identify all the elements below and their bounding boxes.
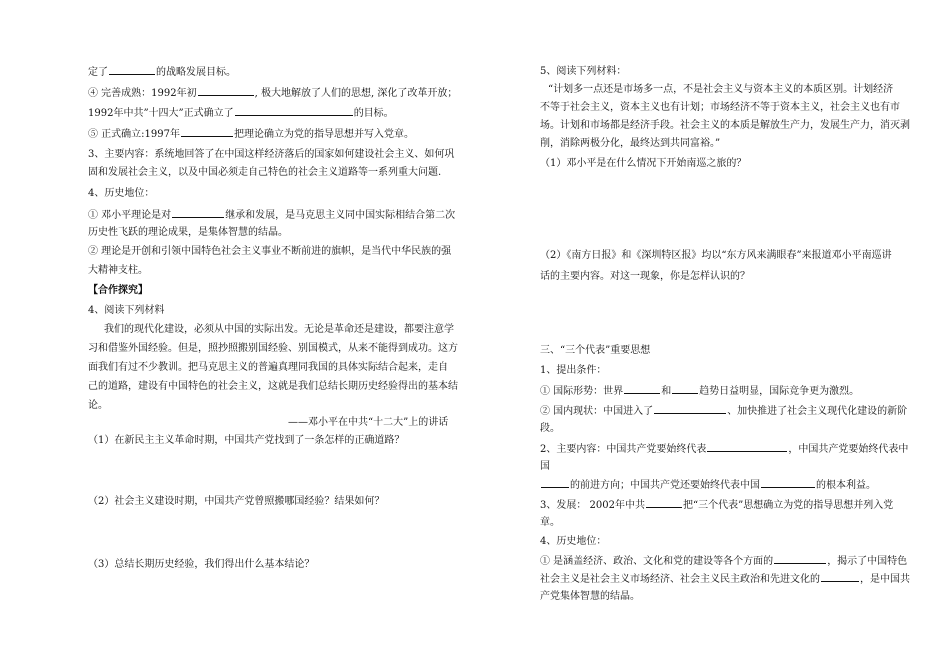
right-question-2: （2）《南方日报》和《深圳特区报》均以“东方风来满眼春”来报道邓小平南巡讲 bbox=[540, 250, 892, 261]
quote-line2: 不等于社会主义，资本主义也有计划；市场经济不等于资本主义，社会主义也有市 bbox=[540, 102, 900, 113]
main-content-line3: 的前进方向；中国共产党还要始终代表中国 的根本利益。 bbox=[540, 478, 876, 492]
section-three-represents: 三、“三个代表”重要思想 bbox=[540, 345, 651, 356]
fill-blank[interactable] bbox=[646, 498, 682, 508]
status-item-1: ① 邓小平理论是对 继承和发展，是马克思主义同中国实际相结合第二次 bbox=[88, 210, 456, 221]
quote-line3: 场。计划和市场都是经济手段。社会主义的本质是解放生产力，发展生产力，消灭剥 bbox=[540, 120, 910, 131]
line-strategic-goal: 定了 的战略发展目标。 bbox=[88, 67, 236, 78]
reading-heading: 4、阅读下列材料 bbox=[88, 305, 165, 316]
fill-blank[interactable] bbox=[109, 65, 155, 75]
question-3: （3）总结长期历史经验，我们得出什么基本结论？ bbox=[88, 559, 315, 570]
material-source: ——邓小平在中共“十二大”上的讲话 bbox=[288, 417, 449, 428]
material-para-line5: 论。 bbox=[88, 400, 108, 411]
status-item-2-cont: 大精神支柱。 bbox=[88, 265, 148, 276]
material-para-line3: 面我们有过不少教训。把马克思主义的普遍真理同我国的具体实际结合起来，走自 bbox=[88, 362, 448, 373]
item-formal-establish: ⑤ 正式确立:1997年 把理论确立为党的指导思想并写入党章。 bbox=[88, 129, 414, 140]
main-content-cont: 国 bbox=[540, 461, 550, 472]
cooperation-heading: 【合作探究】 bbox=[88, 285, 148, 296]
status-line2: 社会主义是社会主义市场经济、社会主义民主政治和先进文化的 ，是中国共 bbox=[540, 574, 910, 585]
status-item-1-cont: 历史性飞跃的理论成果，是集体智慧的结晶。 bbox=[88, 227, 288, 238]
history-status-heading: 4、历史地位： bbox=[88, 188, 155, 199]
domestic-situation: ② 国内现状：中国进入了 、加快推进了社会主义现代化建设的新阶 bbox=[540, 406, 908, 417]
status-line3: 产党集体智慧的结晶。 bbox=[540, 591, 640, 602]
item-14th-congress: 1992年中共”十四大”正式确立了 的目标。 bbox=[88, 108, 394, 119]
conditions-heading: 1、提出条件： bbox=[540, 365, 607, 376]
fill-blank[interactable] bbox=[541, 478, 569, 488]
history-status-heading-right: 4、历史地位： bbox=[540, 536, 607, 547]
main-content-line1: 3、主要内容：系统地回答了在中国这样经济落后的国家如何建设社会主义、如何巩 bbox=[88, 149, 455, 160]
fill-blank[interactable] bbox=[181, 127, 233, 137]
fill-blank[interactable] bbox=[672, 384, 698, 394]
main-content-line2: 固和发展社会主义，以及中国必须走自己特色的社会主义道路等一系列重大问题. bbox=[88, 167, 442, 178]
right-question-1: （1）邓小平是在什么情况下开始南巡之旅的？ bbox=[540, 158, 747, 169]
quote-line1: “计划多一点还是市场多一点，不是社会主义与资本主义的本质区别。计划经济 bbox=[548, 84, 894, 95]
development-cont: 章。 bbox=[540, 517, 560, 528]
domestic-situation-cont: 段。 bbox=[540, 423, 560, 434]
material-para-line4: 己的道路，建设有中国特色的社会主义，这就是我们总结长期历史经验得出的基本结 bbox=[88, 381, 458, 392]
fill-blank[interactable] bbox=[654, 404, 726, 414]
reading-5-heading: 5、阅读下列材料： bbox=[540, 66, 627, 77]
fill-blank[interactable] bbox=[707, 442, 787, 452]
status-line1: ① 是涵盖经济、政治、文化和党的建设等各个方面的 ，揭示了中国特色 bbox=[540, 556, 908, 567]
main-content: 2、主要内容：中国共产党要始终代表 ，中国共产党要始终代表中 bbox=[540, 444, 909, 455]
right-question-2-cont: 话的主要内容。对这一现象，你是怎样认识的？ bbox=[540, 271, 750, 282]
fill-blank[interactable] bbox=[624, 384, 660, 394]
fill-blank[interactable] bbox=[172, 208, 224, 218]
development: 3、发展： 2002年中共 把“三个代表”思想确立为党的指导思想并列入党 bbox=[540, 500, 894, 511]
international-situation: ① 国际形势：世界 和 趋势日益明显，国际竞争更为激烈。 bbox=[540, 386, 860, 397]
fill-blank[interactable] bbox=[774, 554, 826, 564]
quote-line4: 削，消除两极分化，最终达到共同富裕。” bbox=[540, 138, 721, 149]
fill-blank[interactable] bbox=[198, 86, 254, 96]
question-2: （2）社会主义建设时期，中国共产党曾照搬哪国经验？结果如何？ bbox=[88, 496, 385, 507]
material-para-line2: 习和借鉴外国经验。但是，照抄照搬别国经验、别国模式，从来不能得到成功。这方 bbox=[88, 343, 458, 354]
material-para-line1: 我们的现代化建设，必须从中国的实际出发。无论是革命还是建设，都要注意学 bbox=[104, 324, 454, 335]
fill-blank[interactable] bbox=[761, 478, 815, 488]
status-item-2: ② 理论是开创和引领中国特色社会主义事业不断前进的旗帜，是当代中华民族的强 bbox=[88, 246, 452, 257]
fill-blank[interactable] bbox=[235, 106, 353, 116]
fill-blank[interactable] bbox=[821, 572, 859, 582]
item-perfecting: ④ 完善成熟：1992年初 , 极大地解放了人们的思想, 深化了改革开放； bbox=[88, 88, 458, 99]
question-1: （1）在新民主主义革命时期，中国共产党找到了一条怎样的正确道路？ bbox=[88, 435, 405, 446]
